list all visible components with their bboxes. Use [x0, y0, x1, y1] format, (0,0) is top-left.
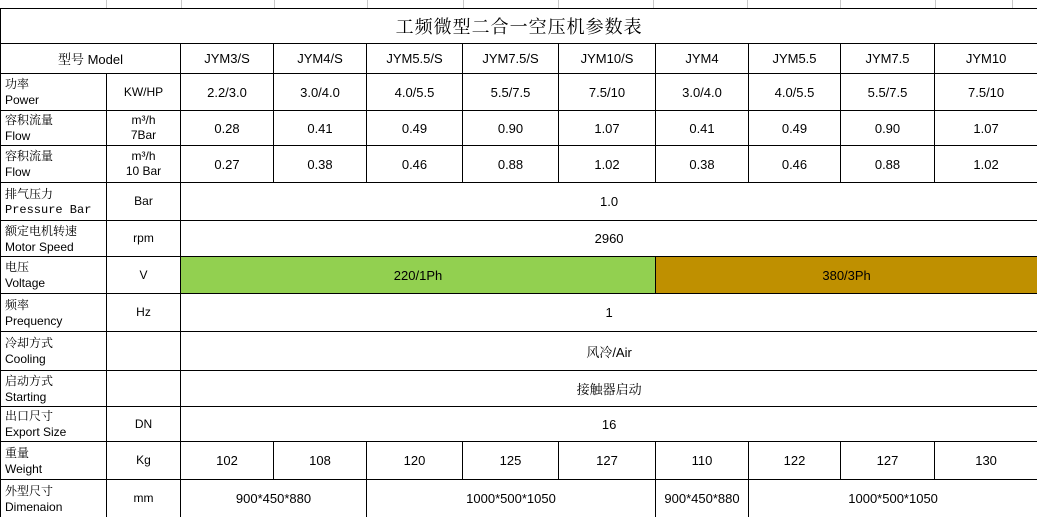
flow7-value: 1.07	[935, 111, 1037, 146]
column-gridline	[840, 0, 841, 8]
row-flow-10bar	[1, 146, 1037, 183]
flow7-value: 0.28	[181, 111, 274, 146]
row-label-export-size	[1, 407, 107, 442]
label-en: Cooling	[5, 352, 46, 366]
label-cn: 外型尺寸	[5, 483, 54, 498]
row-model-header	[1, 44, 1037, 74]
unit-cell-weight: Kg	[107, 442, 181, 480]
label-en: Export Size	[5, 425, 67, 439]
row-flow-7bar	[1, 111, 1037, 146]
model-header-cell: JYM10	[935, 44, 1037, 74]
cooling-value: 风冷/Air	[181, 332, 1037, 371]
label-cn: 冷却方式	[5, 336, 54, 350]
row-label-weight	[1, 442, 107, 480]
flow10-value: 0.46	[367, 146, 463, 183]
starting-value: 接触器启动	[181, 371, 1037, 407]
label-en: Voltage	[5, 276, 46, 290]
label-cn: 频率	[5, 297, 30, 312]
label-cn: 容积流量	[5, 113, 54, 127]
flow10-value: 0.38	[274, 146, 367, 183]
label-cn: 额定电机转速	[5, 223, 78, 238]
flow10-value: 0.88	[463, 146, 559, 183]
row-label-pressure	[1, 183, 107, 221]
row-cooling	[1, 332, 1037, 371]
flow10-value: 1.02	[559, 146, 656, 183]
unit-cell-frequency: Hz	[107, 294, 181, 332]
label-en: Pressure Bar	[5, 202, 92, 217]
weight-value: 127	[559, 442, 656, 480]
flow10-value: 0.27	[181, 146, 274, 183]
weight-value: 130	[935, 442, 1037, 480]
flow7-value: 1.07	[559, 111, 656, 146]
label-cn: 容积流量	[5, 149, 54, 163]
row-motor-speed	[1, 221, 1037, 257]
unit-cell-cooling	[107, 332, 181, 371]
model-header-label: 型号 Model	[1, 44, 181, 74]
power-value: 2.2/3.0	[181, 74, 274, 111]
column-gridline	[653, 0, 654, 8]
column-gridline	[558, 0, 559, 8]
voltage-380-cell: 380/3Ph	[656, 257, 1037, 294]
model-header-cell: JYM7.5/S	[463, 44, 559, 74]
label-cn: 出口尺寸	[5, 409, 54, 423]
row-label-motor-speed	[1, 221, 107, 257]
model-header-cell: JYM7.5	[841, 44, 935, 74]
model-header-cell: JYM5.5/S	[367, 44, 463, 74]
column-gridline	[367, 0, 368, 8]
frequency-value: 1	[181, 294, 1037, 332]
row-dimension	[1, 480, 1037, 517]
voltage-220-cell: 220/1Ph	[181, 257, 656, 294]
row-power	[1, 74, 1037, 111]
row-label-flow-7bar	[1, 111, 107, 146]
flow7-value: 0.41	[656, 111, 749, 146]
model-header-cell: JYM5.5	[749, 44, 841, 74]
unit-line: m³/h	[131, 113, 156, 127]
power-value: 4.0/5.5	[367, 74, 463, 111]
power-value: 7.5/10	[935, 74, 1037, 111]
unit-cell-starting	[107, 371, 181, 407]
label-cn: 排气压力	[5, 186, 54, 201]
column-gridline	[463, 0, 464, 8]
dimension-value: 900*450*880	[181, 480, 367, 517]
label-en: Prequency	[5, 313, 63, 328]
column-gridline	[747, 0, 748, 8]
label-en: Dimenaion	[5, 499, 63, 514]
weight-value: 108	[274, 442, 367, 480]
weight-value: 127	[841, 442, 935, 480]
power-value: 7.5/10	[559, 74, 656, 111]
row-label-flow-10bar	[1, 146, 107, 183]
row-weight	[1, 442, 1037, 480]
unit-cell-flow-10bar	[107, 146, 181, 183]
power-value: 5.5/7.5	[841, 74, 935, 111]
power-value: 3.0/4.0	[656, 74, 749, 111]
model-header-cell: JYM3/S	[181, 44, 274, 74]
row-label-starting	[1, 371, 107, 407]
row-pressure	[1, 183, 1037, 221]
row-frequency	[1, 294, 1037, 332]
weight-value: 110	[656, 442, 749, 480]
unit-line: m³/h	[131, 149, 156, 163]
label-en: Weight	[5, 461, 43, 476]
weight-value: 122	[749, 442, 841, 480]
dimension-value: 900*450*880	[656, 480, 749, 517]
flow7-value: 0.90	[841, 111, 935, 146]
unit-cell-flow-7bar	[107, 111, 181, 146]
flow10-value: 0.88	[841, 146, 935, 183]
unit-cell-motor-speed: rpm	[107, 221, 181, 257]
label-en: Flow	[5, 165, 31, 179]
unit-cell-voltage: V	[107, 257, 181, 294]
flow10-value: 0.38	[656, 146, 749, 183]
unit-line: 10 Bar	[125, 164, 162, 178]
row-export-size	[1, 407, 1037, 442]
unit-cell-dimension: mm	[107, 480, 181, 517]
unit-line: 7Bar	[130, 128, 157, 142]
unit-cell-export-size: DN	[107, 407, 181, 442]
power-value: 5.5/7.5	[463, 74, 559, 111]
label-en: Flow	[5, 129, 31, 143]
weight-value: 102	[181, 442, 274, 480]
model-header-cell: JYM10/S	[559, 44, 656, 74]
label-cn: 电压	[5, 260, 30, 274]
dimension-value: 1000*500*1050	[749, 480, 1037, 517]
row-label-dimension	[1, 480, 107, 517]
row-starting	[1, 371, 1037, 407]
weight-value: 120	[367, 442, 463, 480]
weight-value: 125	[463, 442, 559, 480]
column-gridline	[935, 0, 936, 8]
flow7-value: 0.49	[749, 111, 841, 146]
row-label-voltage	[1, 257, 107, 294]
dimension-value: 1000*500*1050	[367, 480, 656, 517]
unit-cell-pressure: Bar	[107, 183, 181, 221]
label-en: Motor Speed	[5, 239, 74, 254]
pressure-value: 1.0	[181, 183, 1037, 221]
column-gridline	[274, 0, 275, 8]
label-cn: 重量	[5, 445, 30, 460]
flow7-value: 0.90	[463, 111, 559, 146]
unit-cell-power: KW/HP	[107, 74, 181, 111]
flow10-value: 1.02	[935, 146, 1037, 183]
label-cn: 功率	[5, 77, 30, 91]
power-value: 4.0/5.5	[749, 74, 841, 111]
column-gridline	[1012, 0, 1013, 8]
flow10-value: 0.46	[749, 146, 841, 183]
page-title: 工频微型二合一空压机参数表	[1, 9, 1037, 44]
export-size-value: 16	[181, 407, 1037, 442]
motor-speed-value: 2960	[181, 221, 1037, 257]
row-title	[1, 9, 1037, 44]
row-voltage	[1, 257, 1037, 294]
power-value: 3.0/4.0	[274, 74, 367, 111]
flow7-value: 0.41	[274, 111, 367, 146]
row-label-power	[1, 74, 107, 111]
row-label-frequency	[1, 294, 107, 332]
column-gridline	[181, 0, 182, 8]
spec-table	[0, 8, 1037, 517]
row-label-cooling	[1, 332, 107, 371]
label-en: Power	[5, 93, 40, 107]
model-header-cell: JYM4	[656, 44, 749, 74]
model-header-cell: JYM4/S	[274, 44, 367, 74]
label-cn: 启动方式	[5, 373, 54, 388]
label-en: Starting	[5, 389, 47, 404]
top-row-sliver	[0, 0, 1037, 8]
column-gridline	[106, 0, 107, 8]
flow7-value: 0.49	[367, 111, 463, 146]
